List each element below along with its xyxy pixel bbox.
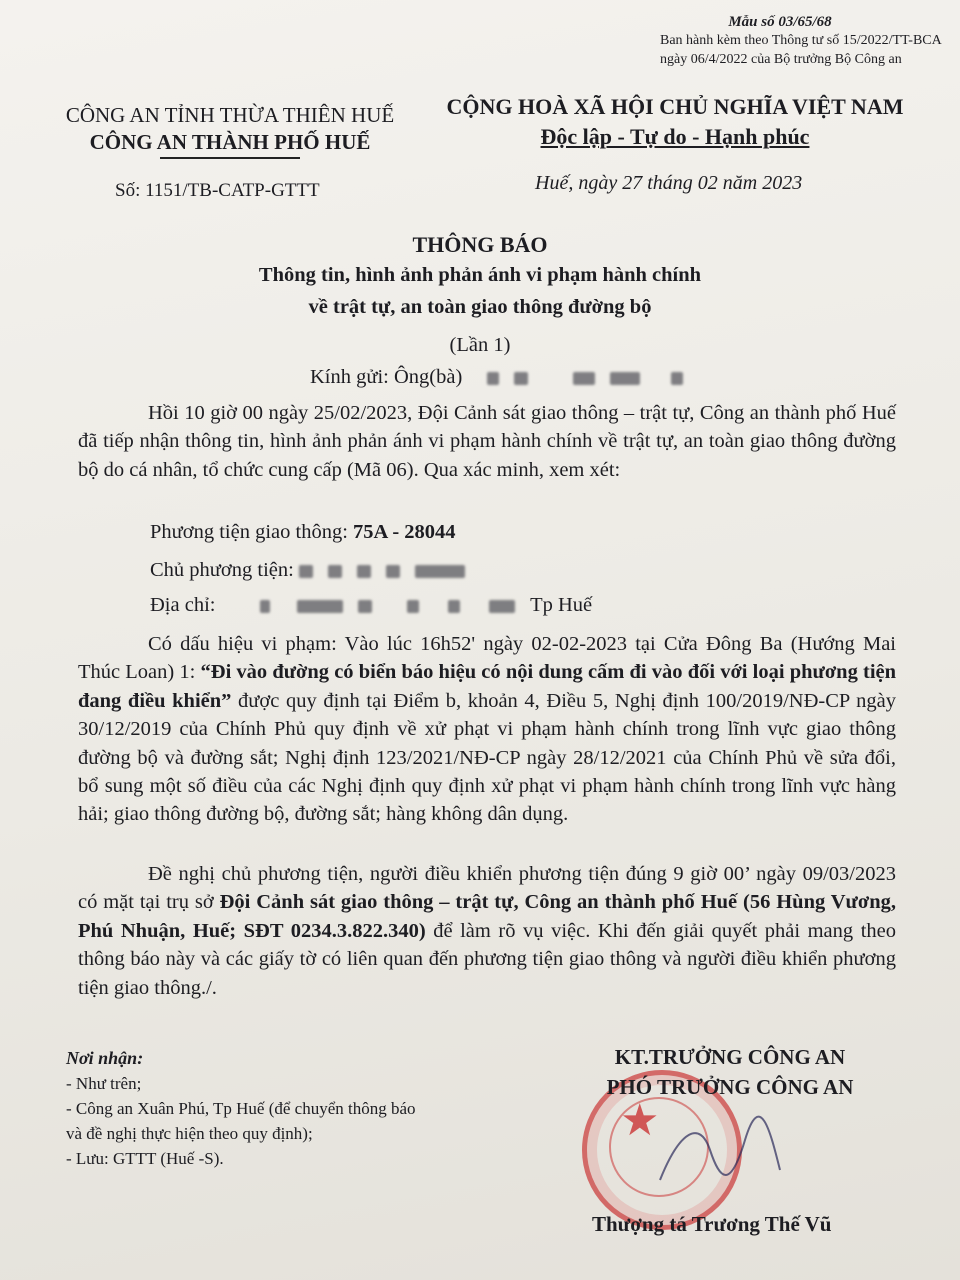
owner-line: [150, 559, 475, 582]
vehicle-plate: 75A - 28044: [353, 521, 456, 543]
redacted-block: [610, 372, 640, 385]
redacted-block: [489, 600, 515, 613]
form-issued-line-1: Ban hành kèm theo Thông tư số 15/2022/TT-BCA: [660, 33, 942, 48]
form-code-block: [660, 14, 942, 69]
agency-parent: CÔNG AN TỈNH THỪA THIÊN HUẾ: [65, 103, 395, 127]
redacted-block: [299, 565, 313, 578]
redacted-block: [407, 600, 419, 613]
violation-suffix: được quy định tại Điểm b, khoản 4, Điều 5, Nghị định 100/2019/NĐ-CP ngày 30/12/2019 của Chính Phủ quy định về xử phạt vi phạm hành chính trong lĩnh vực giao thông đường bộ và đường sắt; Nghị định 123/2021/NĐ-CP ngày 28/12/2021 của Chính Phủ về sửa đổi, bổ sung một số điều của các Nghị định quy định xử phạt vi phạm hành chính trong lĩnh vực hàng hải; giao thông đường bộ, đường sắt; hàng không dân dụng.: [78, 689, 896, 826]
intro-paragraph: [78, 399, 896, 484]
redacted-block: [448, 600, 460, 613]
form-code: Mẫu số 03/65/68: [728, 14, 832, 30]
recipient-item: - Công an Xuân Phú, Tp Huế (để chuyển thông báo: [66, 1099, 416, 1118]
request-place: Đội Cảnh sát giao thông – trật tự, Công an thành phố Huế (56 Hùng Vương, Phú Nhuận, Huế; SĐT 0234.3.822.340): [78, 891, 896, 942]
document-title: THÔNG BÁO: [412, 232, 548, 257]
redacted-block: [386, 565, 400, 578]
request-suffix: để làm rõ vụ việc. Khi đến giải quyết phải mang theo thông báo này và các giấy tờ có liên quan đến phương tiện giao thông và người điều khiển phương tiện giao thông./.: [78, 919, 896, 999]
redacted-block: [357, 565, 371, 578]
redacted-block: [328, 565, 342, 578]
document-date: Huế, ngày 27 tháng 02 năm 2023: [535, 172, 803, 194]
signature-title-1: KT.TRƯỞNG CÔNG AN: [614, 1045, 846, 1069]
recipient-item: và đề nghị thực hiện theo quy định);: [66, 1124, 313, 1143]
document-number: Số: 1151/TB-CATP-GTTT: [115, 180, 320, 201]
redacted-block: [573, 372, 595, 385]
agency-header: [40, 102, 420, 159]
redacted-block: [297, 600, 343, 613]
intro-text: Hồi 10 giờ 00 ngày 25/02/2023, Đội Cảnh sát giao thông – trật tự, Công an thành phố Huế đã tiếp nhận thông tin, hình ảnh phản ánh vi phạm hành chính về trật tự, an toàn giao thông đường bộ do cá nhân, tổ chức cung cấp (Mã 06). Qua xác minh, xem xét:: [78, 402, 896, 481]
recipients-block: [66, 1046, 416, 1171]
violation-offense: “Đi vào đường có biển báo hiệu có nội dung cấm đi vào đối với loại phương tiện đang điều khiển”: [78, 661, 897, 712]
redacted-block: [358, 600, 372, 613]
redacted-block: [514, 372, 528, 385]
document-subtitle-1: Thông tin, hình ảnh phản ánh vi phạm hành chính: [258, 264, 702, 286]
violation-paragraph: [78, 630, 896, 829]
form-issued-line-2: ngày 06/4/2022 của Bộ trưởng Bộ Công an: [660, 52, 902, 67]
notice-round: (Lần 1): [449, 334, 511, 356]
nation-name: CỘNG HOÀ XÃ HỘI CHỦ NGHĨA VIỆT NAM: [446, 94, 904, 119]
address-suffix: Tp Huế: [530, 594, 593, 616]
national-header: [430, 92, 920, 152]
redacted-block: [671, 372, 683, 385]
agency-name: CÔNG AN THÀNH PHỐ HUẾ: [89, 130, 371, 154]
recipients-heading: Nơi nhận:: [66, 1048, 144, 1068]
recipient-label: Kính gửi: Ông(bà): [310, 366, 463, 388]
handwritten-signature: [650, 1110, 790, 1200]
signer-name: Thượng tá Trương Thế Vũ: [592, 1212, 832, 1236]
redacted-block: [487, 372, 499, 385]
recipient-item: - Lưu: GTTT (Huế -S).: [66, 1149, 224, 1168]
agency-underline: [160, 157, 300, 159]
owner-label: Chủ phương tiện:: [150, 559, 299, 581]
redacted-block: [415, 565, 465, 578]
recipient-item: - Như trên;: [66, 1074, 142, 1093]
recipient-line: [310, 366, 693, 389]
document-subtitle-2: về trật tự, an toàn giao thông đường bộ: [308, 296, 652, 318]
request-prefix: Đề nghị chủ phương tiện, người điều khiển phương tiện đúng 9 giờ 00’ ngày 09/03/2023 có mặt tại trụ sở: [78, 863, 896, 914]
seal-star-icon: ★: [620, 1096, 660, 1145]
vehicle-line: [150, 521, 456, 544]
vehicle-label: Phương tiện giao thông:: [150, 521, 354, 543]
signature-title-2: PHÓ TRƯỞNG CÔNG AN: [606, 1075, 854, 1099]
address-line: [150, 594, 592, 617]
nation-motto: Độc lập - Tự do - Hạnh phúc: [540, 124, 810, 149]
violation-prefix: Có dấu hiệu vi phạm: Vào lúc 16h52' ngày 02-02-2023 tại Cửa Đông Ba (Hướng Mai Thúc Loan) 1:: [78, 633, 896, 684]
address-label: Địa chỉ:: [150, 594, 216, 616]
request-paragraph: [78, 860, 896, 1002]
redacted-block: [260, 600, 270, 613]
